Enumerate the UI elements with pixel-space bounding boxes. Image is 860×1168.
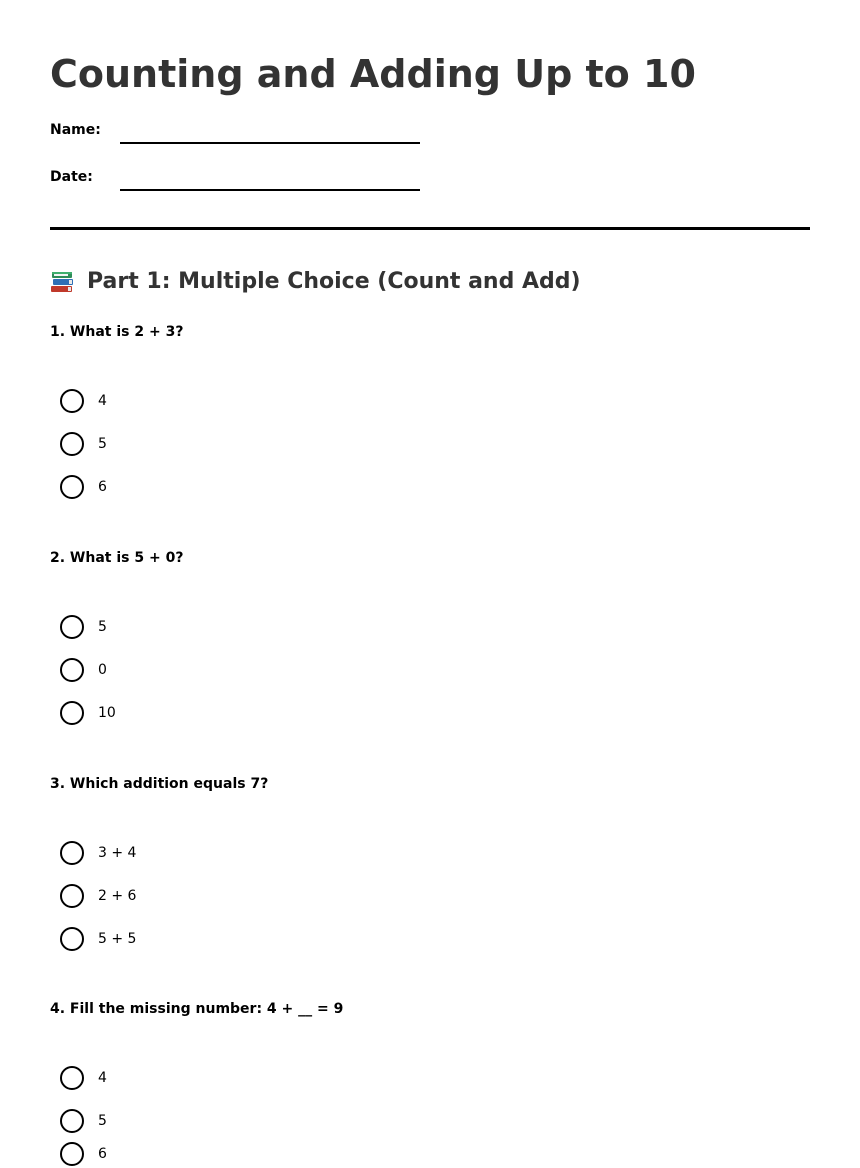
option-label: 5 bbox=[98, 1113, 107, 1129]
radio-button[interactable] bbox=[60, 841, 84, 865]
option-3-c[interactable] bbox=[60, 927, 360, 953]
radio-button[interactable] bbox=[60, 432, 84, 456]
header-divider bbox=[50, 227, 810, 230]
radio-button[interactable] bbox=[60, 615, 84, 639]
radio-button[interactable] bbox=[60, 475, 84, 499]
radio-button[interactable] bbox=[60, 927, 84, 951]
option-4-a[interactable] bbox=[60, 1066, 360, 1092]
question-text: 1. What is 2 + 3? bbox=[50, 324, 184, 340]
option-label: 10 bbox=[98, 705, 116, 721]
option-label: 3 + 4 bbox=[98, 845, 137, 861]
name-label: Name: bbox=[50, 122, 101, 138]
radio-button[interactable] bbox=[60, 389, 84, 413]
date-field-row bbox=[50, 167, 450, 191]
option-label: 0 bbox=[98, 662, 107, 678]
option-label: 5 bbox=[98, 436, 107, 452]
option-3-b[interactable] bbox=[60, 884, 360, 910]
option-label: 5 + 5 bbox=[98, 931, 137, 947]
option-1-a[interactable] bbox=[60, 389, 360, 415]
radio-button[interactable] bbox=[60, 1142, 84, 1166]
books-icon bbox=[50, 270, 76, 294]
date-line[interactable] bbox=[120, 189, 420, 191]
option-4-c[interactable] bbox=[60, 1142, 360, 1168]
name-line[interactable] bbox=[120, 142, 420, 144]
option-3-a[interactable] bbox=[60, 841, 360, 867]
date-label: Date: bbox=[50, 169, 93, 185]
question-text: 2. What is 5 + 0? bbox=[50, 550, 184, 566]
option-1-b[interactable] bbox=[60, 432, 360, 458]
option-2-c[interactable] bbox=[60, 701, 360, 727]
radio-button[interactable] bbox=[60, 884, 84, 908]
page-title: Counting and Adding Up to 10 bbox=[50, 52, 696, 96]
option-2-b[interactable] bbox=[60, 658, 360, 684]
question-text: 4. Fill the missing number: 4 + __ = 9 bbox=[50, 1001, 344, 1017]
option-label: 5 bbox=[98, 619, 107, 635]
option-1-c[interactable] bbox=[60, 475, 360, 501]
radio-button[interactable] bbox=[60, 1109, 84, 1133]
section-title: Part 1: Multiple Choice (Count and Add) bbox=[87, 269, 581, 294]
question-text: 3. Which addition equals 7? bbox=[50, 776, 269, 792]
radio-button[interactable] bbox=[60, 658, 84, 682]
option-label: 4 bbox=[98, 393, 107, 409]
name-field-row bbox=[50, 120, 450, 144]
option-label: 2 + 6 bbox=[98, 888, 137, 904]
option-2-a[interactable] bbox=[60, 615, 360, 641]
option-4-b[interactable] bbox=[60, 1109, 360, 1135]
option-label: 6 bbox=[98, 479, 107, 495]
radio-button[interactable] bbox=[60, 701, 84, 725]
option-label: 6 bbox=[98, 1146, 107, 1162]
radio-button[interactable] bbox=[60, 1066, 84, 1090]
option-label: 4 bbox=[98, 1070, 107, 1086]
